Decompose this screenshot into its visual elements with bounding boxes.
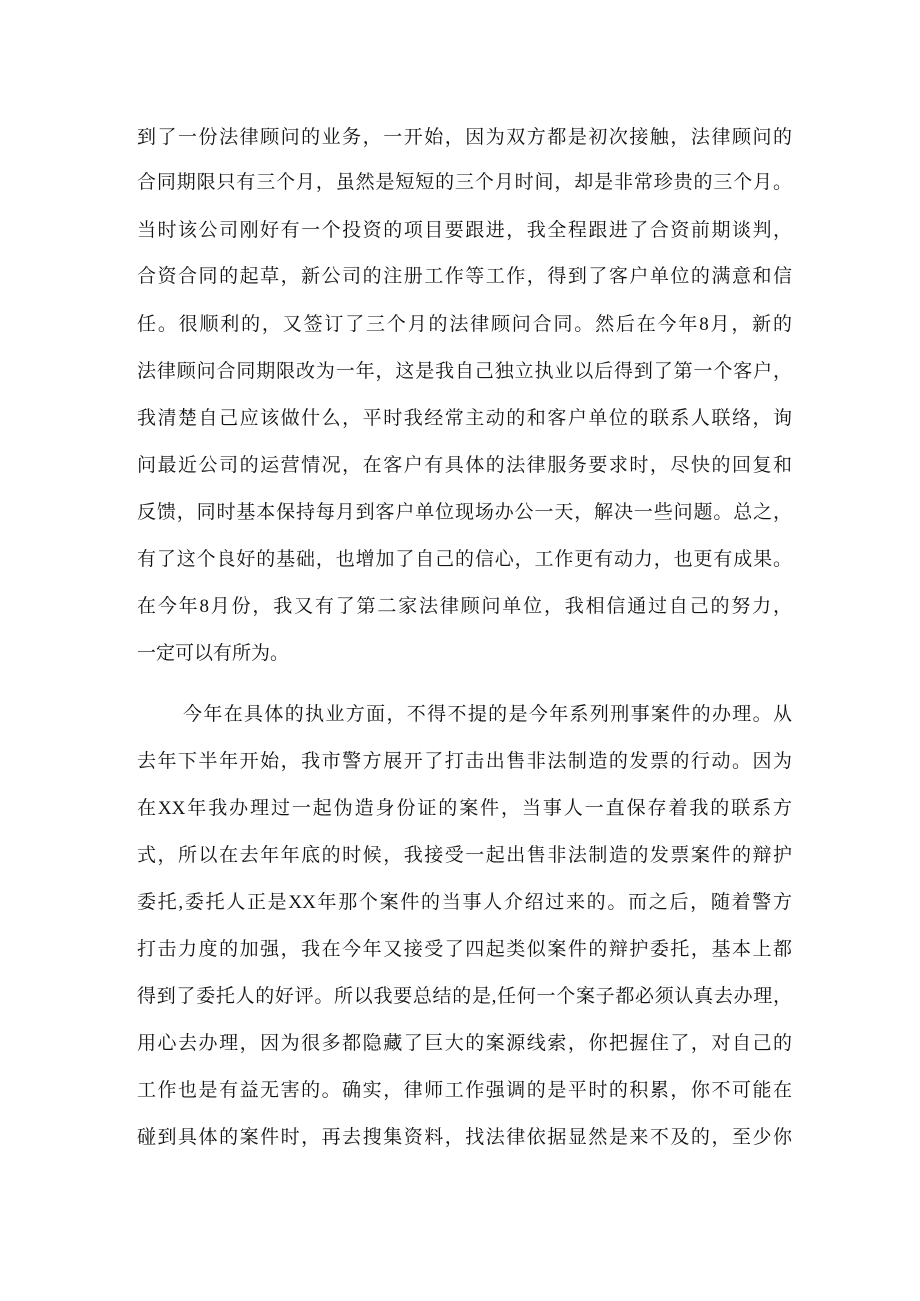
text-line: 我清楚自己应该做什么，平时我经常主动的和客户单位的联系人联络，询 — [137, 408, 792, 429]
text-line: 问最近公司的运营情况，在客户有具体的法律服务要求时，尽快的回复和 — [137, 455, 792, 476]
text-line: 一定可以有所为。 — [137, 643, 290, 664]
text-line: 反馈，同时基本保持每月到客户单位现场办公一天，解决一些问题。总之， — [137, 502, 792, 523]
text-line: 法律顾问合同期限改为一年，这是我自己独立执业以后得到了第一个客户， — [137, 361, 792, 382]
text-line: 打击力度的加强，我在今年又接受了四起类似案件的辩护委托，基本上都 — [137, 939, 792, 960]
text-line: 到了一份法律顾问的业务，一开始，因为双方都是初次接触，法律顾问的 — [137, 127, 792, 148]
text-line: 委托,委托人正是XX年那个案件的当事人介绍过来的。而之后，随着警方 — [137, 892, 792, 913]
text-line: 工作也是有益无害的。确实，律师工作强调的是平时的积累，你不可能在 — [137, 1080, 792, 1101]
text-line: 今年在具体的执业方面，不得不提的是今年系列刑事案件的办理。从 — [183, 704, 792, 725]
text-line: 任。很顺利的，又签订了三个月的法律顾问合同。然后在今年8月，新的 — [137, 314, 792, 335]
text-line: 碰到具体的案件时，再去搜集资料，找法律依据显然是来不及的，至少你 — [137, 1127, 792, 1148]
text-line: 去年下半年开始，我市警方展开了打击出售非法制造的发票的行动。因为 — [137, 751, 792, 772]
text-line: 合同期限只有三个月，虽然是短短的三个月时间，却是非常珍贵的三个月。 — [137, 172, 792, 193]
text-line: 在XX年我办理过一起伪造身份证的案件，当事人一直保存着我的联系方 — [137, 798, 792, 819]
text-line: 得到了委托人的好评。所以我要总结的是,任何一个案子都必须认真去办理， — [137, 986, 792, 1007]
text-line: 用心去办理，因为很多都隐藏了巨大的案源线索，你把握住了，对自己的 — [137, 1033, 792, 1054]
text-line: 合资合同的起草，新公司的注册工作等工作，得到了客户单位的满意和信 — [137, 266, 792, 287]
text-line: 在今年8月份，我又有了第二家法律顾问单位，我相信通过自己的努力， — [137, 596, 792, 617]
text-line: 式，所以在去年年底的时候，我接受一起出售非法制造的发票案件的辩护 — [137, 845, 792, 866]
text-line: 当时该公司刚好有一个投资的项目要跟进，我全程跟进了合资前期谈判， — [137, 220, 792, 241]
text-line: 有了这个良好的基础，也增加了自己的信心，工作更有动力，也更有成果。 — [137, 549, 792, 570]
